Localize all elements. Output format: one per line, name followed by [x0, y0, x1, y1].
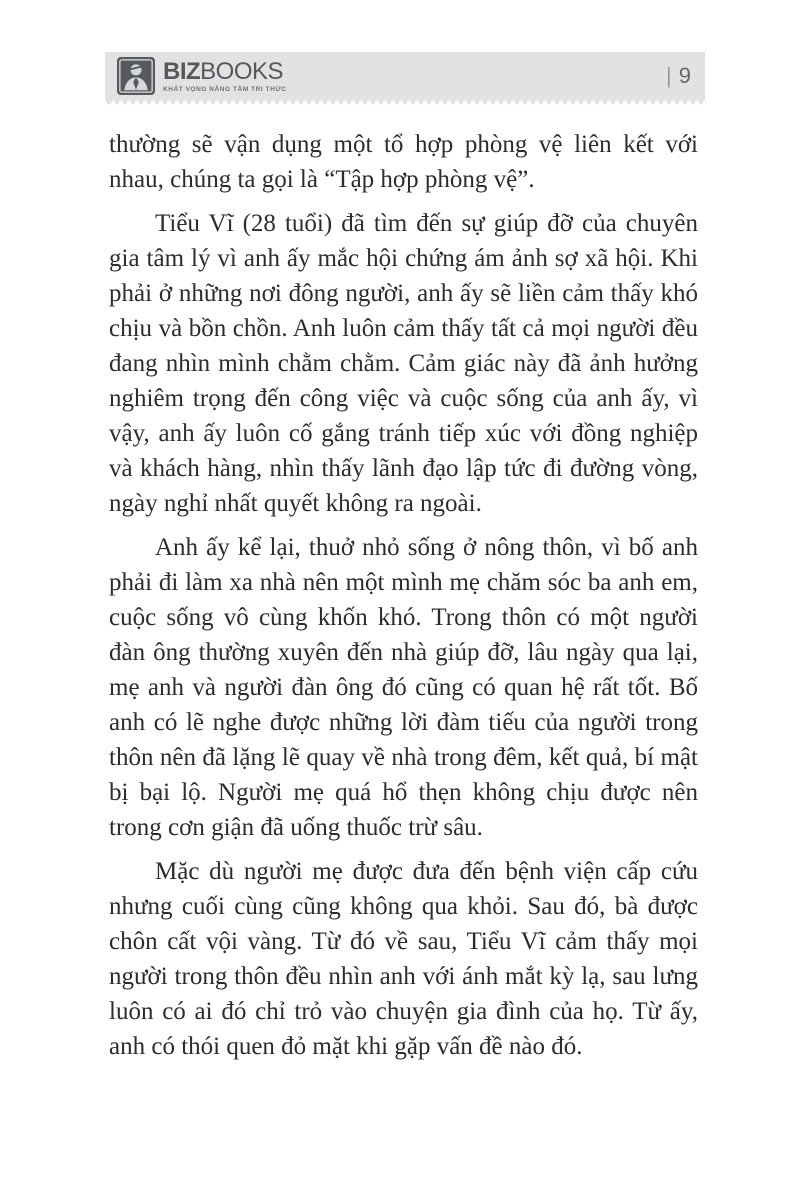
paragraph: Mặc dù người mẹ được đưa đến bệnh viện cấp cứu nhưng cuối cùng cũng không qua khỏi. Sau đó, bà được chôn cất vội vàng. Từ đó về sau, Tiểu Vĩ cảm thấy mọi người trong thôn đều nhìn anh với ánh mắt kỳ lạ, sau lưng luôn có ai đó chỉ trỏ vào chuyện gia đình của họ. Từ ấy, anh có thói quen đỏ mặt khi gặp vấn đề nào đó.	[109, 858, 698, 1060]
bizbooks-man-icon	[117, 57, 155, 95]
brand-wordmark	[163, 57, 287, 85]
body-text-column	[109, 127, 698, 1073]
page-number-separator: |	[666, 63, 671, 88]
brand-books: BOOKS	[200, 57, 284, 85]
paragraph: thường sẽ vận dụng một tổ hợp phòng vệ liên kết với nhau, chúng ta gọi là “Tập hợp phòng vệ”.	[109, 131, 698, 193]
bizbooks-logo	[117, 57, 287, 95]
perforated-edge	[105, 100, 705, 105]
paragraph: Tiểu Vĩ (28 tuổi) đã tìm đến sự giúp đỡ của chuyên gia tâm lý vì anh ấy mắc hội chứng ám ảnh sợ xã hội. Khi phải ở những nơi đông người, anh ấy sẽ liền cảm thấy khó chịu và bồn chồn. Anh luôn cảm thấy tất cả mọi người đều đang nhìn mình chằm chằm. Cảm giác này đã ảnh hưởng nghiêm trọng đến công việc và cuộc sống của anh ấy, vì vậy, anh ấy luôn cố gắng tránh tiếp xúc với đồng nghiệp và khách hàng, nhìn thấy lãnh đạo lập tức đi đường vòng, ngày nghỉ nhất quyết không ra ngoài.	[109, 210, 698, 517]
page-number	[666, 63, 691, 89]
header-bar	[105, 52, 705, 100]
paragraph: Anh ấy kể lại, thuở nhỏ sống ở nông thôn, vì bố anh phải đi làm xa nhà nên một mình mẹ chăm sóc ba anh em, cuộc sống vô cùng khốn khó. Trong thôn có một người đàn ông thường xuyên đến nhà giúp đỡ, lâu ngày qua lại, mẹ anh và người đàn ông đó cũng có quan hệ rất tốt. Bố anh có lẽ nghe được những lời đàm tiếu của người trong thôn nên đã lặng lẽ quay về nhà trong đêm, kết quả, bí mật bị bại lộ. Người mẹ quá hổ thẹn không chịu được nên trong cơn giận đã uống thuốc trừ sâu.	[109, 534, 698, 841]
brand-tagline: KHÁT VỌNG NÂNG TẦM TRI THỨC	[163, 85, 287, 93]
brand-biz: BIZ	[163, 57, 201, 85]
logo-text	[163, 57, 287, 93]
page-number-value: 9	[678, 63, 691, 88]
